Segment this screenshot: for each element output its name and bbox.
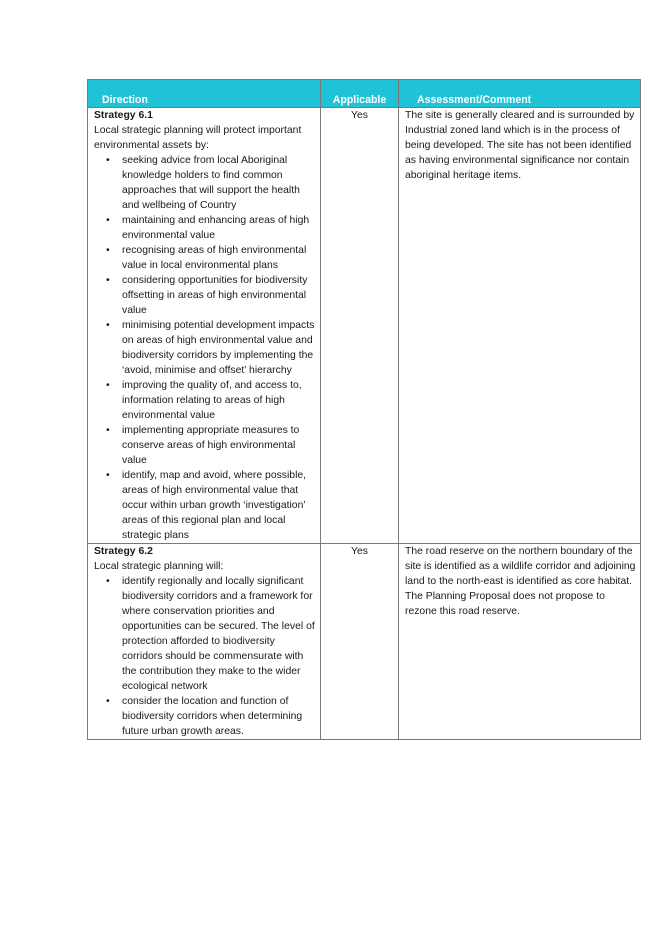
header-assessment: Assessment/Comment <box>399 80 641 108</box>
table-row-strategy-6-2 <box>88 544 641 740</box>
bullet-item: • minimising potential development impacts on areas of high environmental value and biodiversity corridors by implementing the ‘avoid, minimise and offset’ hierarchy <box>122 318 317 378</box>
applicable-cell: Yes <box>321 108 399 544</box>
header-applicable: Applicable <box>321 80 399 108</box>
direction-cell <box>88 108 321 544</box>
bullet-item: • identify regionally and locally significant biodiversity corridors and a framework for where conservation priorities and opportunities can be secured. The level of protection afforded to biodiversity corridors should be commensurate with the contribution they make to the wider ecological network <box>122 574 317 694</box>
strategy-title: Strategy 6.1 <box>94 110 153 121</box>
bullet-item: • maintaining and enhancing areas of high environmental value <box>122 213 317 243</box>
strategy-intro: Local strategic planning will protect important environmental assets by: <box>94 125 302 151</box>
direction-cell <box>88 544 321 740</box>
applicable-cell: Yes <box>321 544 399 740</box>
table-header-row <box>88 80 641 108</box>
bullet-item: • considering opportunities for biodiversity offsetting in areas of high environmental value <box>122 273 317 318</box>
strategy-bullet-list <box>94 153 317 543</box>
assessment-table <box>87 79 641 740</box>
bullet-item: • seeking advice from local Aboriginal knowledge holders to find common approaches that will support the health and wellbeing of Country <box>122 153 317 213</box>
bullet-item: • recognising areas of high environmental value in local environmental plans <box>122 243 317 273</box>
table-row-strategy-6-1 <box>88 108 641 544</box>
strategy-intro: Local strategic planning will: <box>94 561 224 572</box>
strategy-title: Strategy 6.2 <box>94 546 153 557</box>
bullet-item: • improving the quality of, and access to, information relating to areas of high environmental value <box>122 378 317 423</box>
comment-cell: The road reserve on the northern boundary of the site is identified as a wildlife corridor and adjoining land to the north-east is identified as core habitat. The Planning Proposal does not propose to rezone this road reserve. <box>399 544 641 740</box>
strategy-bullet-list <box>94 574 317 739</box>
comment-cell: The site is generally cleared and is surrounded by Industrial zoned land which is in the process of being developed. The site has not been identified as having environmental significance nor contain aboriginal heritage items. <box>399 108 641 544</box>
bullet-item: • consider the location and function of biodiversity corridors when determining future urban growth areas. <box>122 694 317 739</box>
bullet-item: • identify, map and avoid, where possible, areas of high environmental value that occur within urban growth ‘investigation’ areas of this regional plan and local strategic plans <box>122 468 317 543</box>
bullet-item: • implementing appropriate measures to conserve areas of high environmental value <box>122 423 317 468</box>
header-direction: Direction <box>88 80 321 108</box>
